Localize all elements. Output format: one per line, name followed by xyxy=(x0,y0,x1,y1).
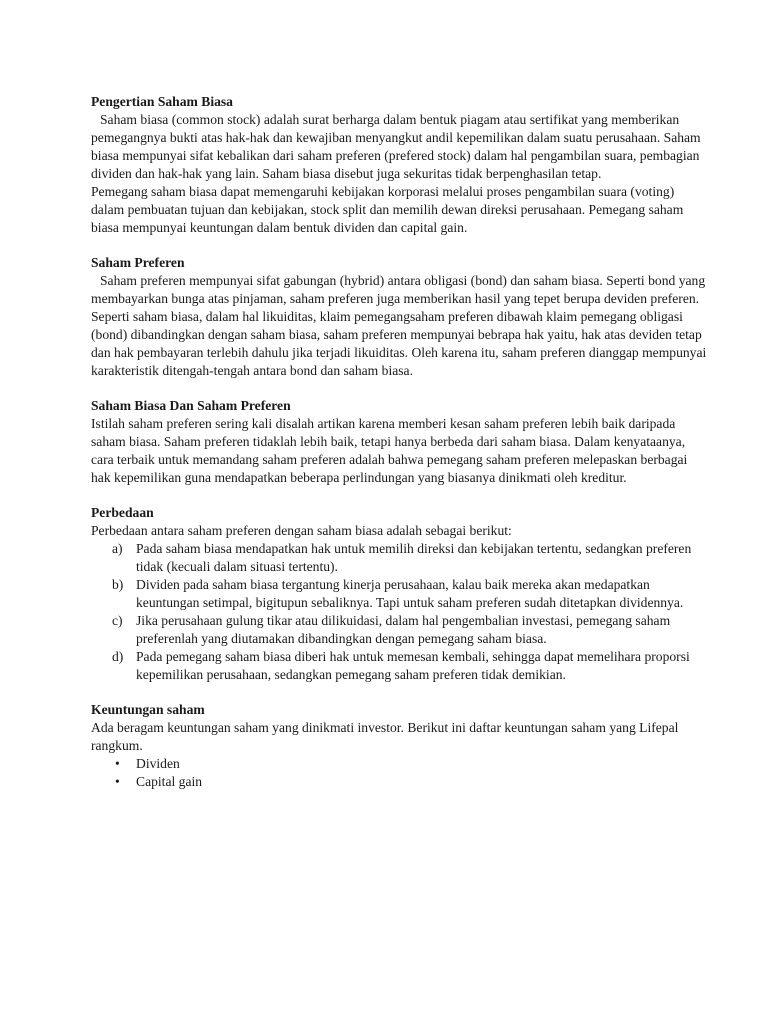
list-item-text: Pada saham biasa mendapatkan hak untuk memilih direksi dan kebijakan tertentu, sedangkan preferen tidak (kecuali dalam situasi tertentu). xyxy=(136,541,692,574)
list-item-text: Dividen pada saham biasa tergantung kinerja perusahaan, kalau baik mereka akan medapatkan keuntungan setimpal, bigitupun sebaliknya. Tapi untuk saham preferen sudah ditetapkan dividennya. xyxy=(136,577,684,610)
list-item-text: Pada pemegang saham biasa diberi hak untuk memesan kembali, sehingga dapat memelihara proporsi kepemilikan perusahaan, sedangkan pemegang saham preferen tidak demikian. xyxy=(136,649,690,682)
difference-list xyxy=(91,540,708,684)
paragraph-text: Saham biasa (common stock) adalah surat berharga dalam bentuk piagam atau sertifikat yang memberikan pemegangnya bukti atas hak-hak dan kewajiban menyangkut andil kepemilikan dalam suatu perusahaan. Saham biasa mempunyai sifat kebalikan dari saham preferen (prefered stock) dalam hal pengambilan suara, pembagian dividen dan hak-hak yang lain. Saham biasa disebut juga sekuritas tidak berpenghasilan tetap. xyxy=(91,112,701,181)
paragraph-text: Saham preferen mempunyai sifat gabungan (hybrid) antara obligasi (bond) dan saham biasa. Seperti bond yang membayarkan bunga atas pinjaman, saham preferen juga memberikan hasil yang tepet berupa deviden preferen. Seperti saham biasa, dalam hal likuiditas, klaim pemegangsaham preferen dibawah klaim pemegang obligasi (bond) dibandingkan dengan saham biasa, saham preferen mempunyai bebrapa hak yaitu, hak atas deviden tetap dan hak pembayaran terlebih dahulu jika terjadi likuiditas. Oleh karena itu, saham preferen dianggap mempunyai karakteristik ditengah-tengah antara bond dan saham biasa. xyxy=(91,273,707,378)
list-item xyxy=(91,773,708,791)
list-marker: a) xyxy=(112,541,123,556)
bullet-icon: • xyxy=(115,756,120,771)
section-perbedaan xyxy=(91,504,708,684)
paragraph xyxy=(91,272,708,380)
section-heading: Saham Preferen xyxy=(91,255,185,270)
paragraph: Perbedaan antara saham preferen dengan saham biasa adalah sebagai berikut: xyxy=(91,523,512,538)
paragraph: Ada beragam keuntungan saham yang dinikmati investor. Berikut ini daftar keuntungan saham yang Lifepal rangkum. xyxy=(91,720,679,753)
section-heading: Pengertian Saham Biasa xyxy=(91,94,233,109)
paragraph: Pemegang saham biasa dapat memengaruhi kebijakan korporasi melalui proses pengambilan suara (voting) dalam pembuatan tujuan dan kebijakan, stock split dan memilih dewan direksi perusahaan. Pemegang saham biasa mempunyai keuntungan dalam bentuk dividen dan capital gain. xyxy=(91,184,684,235)
list-item xyxy=(91,612,708,648)
section-heading: Perbedaan xyxy=(91,505,154,520)
bullet-icon: • xyxy=(115,774,120,789)
section-heading: Saham Biasa Dan Saham Preferen xyxy=(91,398,291,413)
section-saham-biasa-dan-preferen xyxy=(91,397,708,487)
list-marker: b) xyxy=(112,577,124,592)
list-item xyxy=(91,576,708,612)
list-item-text: Jika perusahaan gulung tikar atau dilikuidasi, dalam hal pengembalian investasi, pemegang saham preferenlah yang diutamakan dibandingkan dengan pemegang saham biasa. xyxy=(136,613,671,646)
list-item xyxy=(91,540,708,576)
list-marker: c) xyxy=(112,613,123,628)
section-pengertian-saham-biasa xyxy=(91,93,708,237)
section-heading: Keuntungan saham xyxy=(91,702,205,717)
list-item xyxy=(91,648,708,684)
list-item-text: Dividen xyxy=(136,756,180,771)
paragraph: Istilah saham preferen sering kali disalah artikan karena memberi kesan saham preferen lebih baik daripada saham biasa. Saham preferen tidaklah lebih baik, tetapi hanya berbeda dari saham biasa. Dalam kenyataanya, cara terbaik untuk memandang saham preferen adalah bahwa pemegang saham preferen melepaskan berbagai hak kepemilikan guna mendapatkan beberapa perlindungan yang biasanya dinikmati oleh kreditur. xyxy=(91,416,688,485)
section-keuntungan-saham xyxy=(91,701,708,791)
list-item xyxy=(91,755,708,773)
paragraph xyxy=(91,111,708,183)
list-item-text: Capital gain xyxy=(136,774,203,789)
section-saham-preferen xyxy=(91,254,708,380)
list-marker: d) xyxy=(112,649,124,664)
benefit-list xyxy=(91,755,708,791)
